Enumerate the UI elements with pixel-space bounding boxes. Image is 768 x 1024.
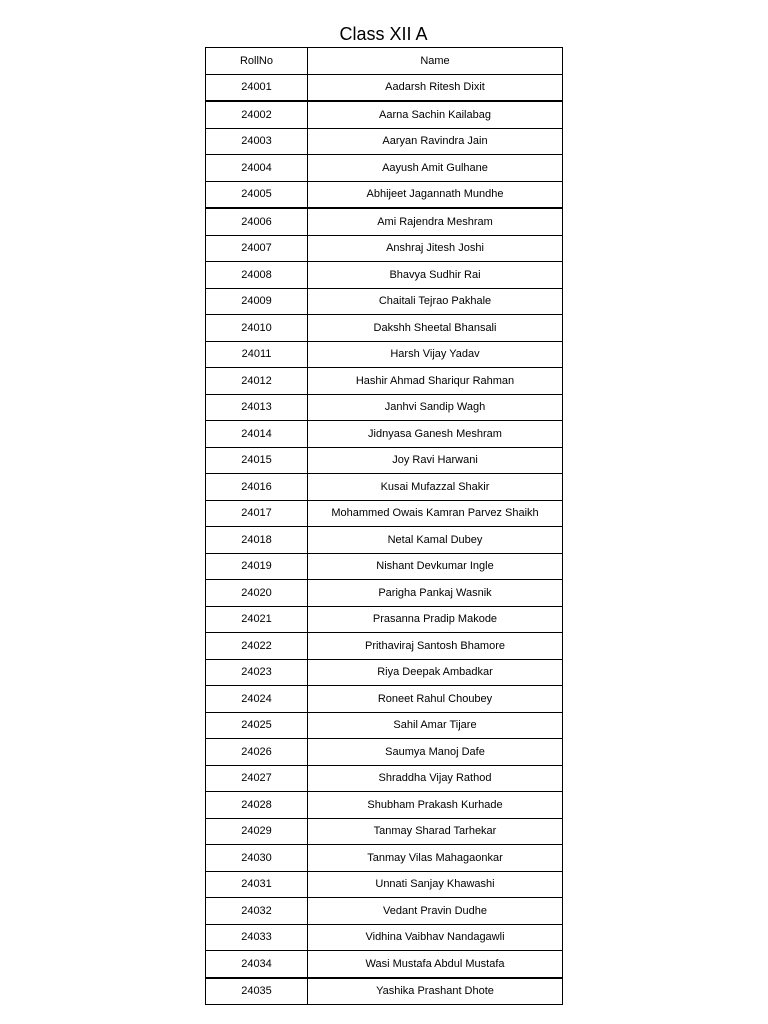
table-header-row <box>206 48 563 75</box>
student-name-cell: Bhavya Sudhir Rai <box>308 262 563 289</box>
roll-number-cell: 24016 <box>206 474 308 501</box>
roll-number-cell: 24021 <box>206 606 308 633</box>
table-row <box>206 155 563 182</box>
table-row <box>206 181 563 208</box>
table-row <box>206 553 563 580</box>
table-row <box>206 659 563 686</box>
roll-number-cell: 24029 <box>206 818 308 845</box>
column-header-rollno: RollNo <box>206 48 308 75</box>
table-row <box>206 765 563 792</box>
table-row <box>206 208 563 235</box>
student-name-cell: Ami Rajendra Meshram <box>308 208 563 235</box>
student-name-cell: Saumya Manoj Dafe <box>308 739 563 766</box>
student-name-cell: Tanmay Vilas Mahagaonkar <box>308 845 563 872</box>
student-name-cell: Jidnyasa Ganesh Meshram <box>308 421 563 448</box>
roll-number-cell: 24009 <box>206 288 308 315</box>
student-name-cell: Aarna Sachin Kailabag <box>308 101 563 128</box>
roll-number-cell: 24033 <box>206 924 308 951</box>
table-row <box>206 951 563 978</box>
roll-number-cell: 24010 <box>206 315 308 342</box>
roll-number-cell: 24019 <box>206 553 308 580</box>
roll-number-cell: 24023 <box>206 659 308 686</box>
table-body <box>206 74 563 1005</box>
student-name-cell: Shubham Prakash Kurhade <box>308 792 563 819</box>
column-header-name: Name <box>308 48 563 75</box>
roll-number-cell: 24011 <box>206 341 308 368</box>
table-row <box>206 101 563 128</box>
roll-number-cell: 24008 <box>206 262 308 289</box>
student-name-cell: Nishant Devkumar Ingle <box>308 553 563 580</box>
roll-number-cell: 24027 <box>206 765 308 792</box>
table-row <box>206 341 563 368</box>
student-name-cell: Kusai Mufazzal Shakir <box>308 474 563 501</box>
student-name-cell: Riya Deepak Ambadkar <box>308 659 563 686</box>
roll-number-cell: 24022 <box>206 633 308 660</box>
student-name-cell: Anshraj Jitesh Joshi <box>308 235 563 262</box>
student-name-cell: Dakshh Sheetal Bhansali <box>308 315 563 342</box>
roll-number-cell: 24007 <box>206 235 308 262</box>
student-name-cell: Vidhina Vaibhav Nandagawli <box>308 924 563 951</box>
roll-number-cell: 24013 <box>206 394 308 421</box>
table-row <box>206 845 563 872</box>
table-row <box>206 633 563 660</box>
roll-number-cell: 24035 <box>206 978 308 1005</box>
student-name-cell: Mohammed Owais Kamran Parvez Shaikh <box>308 500 563 527</box>
student-name-cell: Hashir Ahmad Shariqur Rahman <box>308 368 563 395</box>
table-row <box>206 235 563 262</box>
roll-number-cell: 24024 <box>206 686 308 713</box>
student-name-cell: Prithaviraj Santosh Bhamore <box>308 633 563 660</box>
roll-number-cell: 24014 <box>206 421 308 448</box>
student-name-cell: Harsh Vijay Yadav <box>308 341 563 368</box>
table-row <box>206 315 563 342</box>
student-name-cell: Chaitali Tejrao Pakhale <box>308 288 563 315</box>
student-name-cell: Vedant Pravin Dudhe <box>308 898 563 925</box>
roll-number-cell: 24012 <box>206 368 308 395</box>
student-name-cell: Shraddha Vijay Rathod <box>308 765 563 792</box>
table-row <box>206 394 563 421</box>
roll-number-cell: 24006 <box>206 208 308 235</box>
table-row <box>206 580 563 607</box>
table-row <box>206 527 563 554</box>
student-name-cell: Unnati Sanjay Khawashi <box>308 871 563 898</box>
table-row <box>206 421 563 448</box>
table-row <box>206 898 563 925</box>
roll-number-cell: 24026 <box>206 739 308 766</box>
table-row <box>206 686 563 713</box>
table-row <box>206 739 563 766</box>
table-row <box>206 712 563 739</box>
student-name-cell: Yashika Prashant Dhote <box>308 978 563 1005</box>
student-name-cell: Aayush Amit Gulhane <box>308 155 563 182</box>
student-name-cell: Roneet Rahul Choubey <box>308 686 563 713</box>
roll-number-cell: 24001 <box>206 74 308 101</box>
table-row <box>206 128 563 155</box>
table-row <box>206 924 563 951</box>
table-row <box>206 606 563 633</box>
student-roster-table <box>205 47 563 1005</box>
roll-number-cell: 24005 <box>206 181 308 208</box>
student-name-cell: Parigha Pankaj Wasnik <box>308 580 563 607</box>
roll-number-cell: 24015 <box>206 447 308 474</box>
student-name-cell: Aadarsh Ritesh Dixit <box>308 74 563 101</box>
student-name-cell: Joy Ravi Harwani <box>308 447 563 474</box>
table-row <box>206 74 563 101</box>
table-row <box>206 818 563 845</box>
roll-number-cell: 24017 <box>206 500 308 527</box>
roll-number-cell: 24034 <box>206 951 308 978</box>
student-name-cell: Wasi Mustafa Abdul Mustafa <box>308 951 563 978</box>
student-name-cell: Aaryan Ravindra Jain <box>308 128 563 155</box>
roll-number-cell: 24002 <box>206 101 308 128</box>
roll-number-cell: 24031 <box>206 871 308 898</box>
student-name-cell: Netal Kamal Dubey <box>308 527 563 554</box>
roll-number-cell: 24020 <box>206 580 308 607</box>
table-row <box>206 500 563 527</box>
roll-number-cell: 24032 <box>206 898 308 925</box>
roll-number-cell: 24030 <box>206 845 308 872</box>
table-row <box>206 368 563 395</box>
table-row <box>206 792 563 819</box>
student-name-cell: Janhvi Sandip Wagh <box>308 394 563 421</box>
roll-number-cell: 24028 <box>206 792 308 819</box>
roll-number-cell: 24004 <box>206 155 308 182</box>
student-name-cell: Prasanna Pradip Makode <box>308 606 563 633</box>
student-name-cell: Tanmay Sharad Tarhekar <box>308 818 563 845</box>
table-row <box>206 447 563 474</box>
roll-number-cell: 24018 <box>206 527 308 554</box>
table-row <box>206 474 563 501</box>
roll-number-cell: 24025 <box>206 712 308 739</box>
table-row <box>206 262 563 289</box>
student-name-cell: Abhijeet Jagannath Mundhe <box>308 181 563 208</box>
page-title: Class XII A <box>339 24 428 44</box>
table-row <box>206 871 563 898</box>
student-name-cell: Sahil Amar Tijare <box>308 712 563 739</box>
table-row <box>206 978 563 1005</box>
roll-number-cell: 24003 <box>206 128 308 155</box>
table-row <box>206 288 563 315</box>
